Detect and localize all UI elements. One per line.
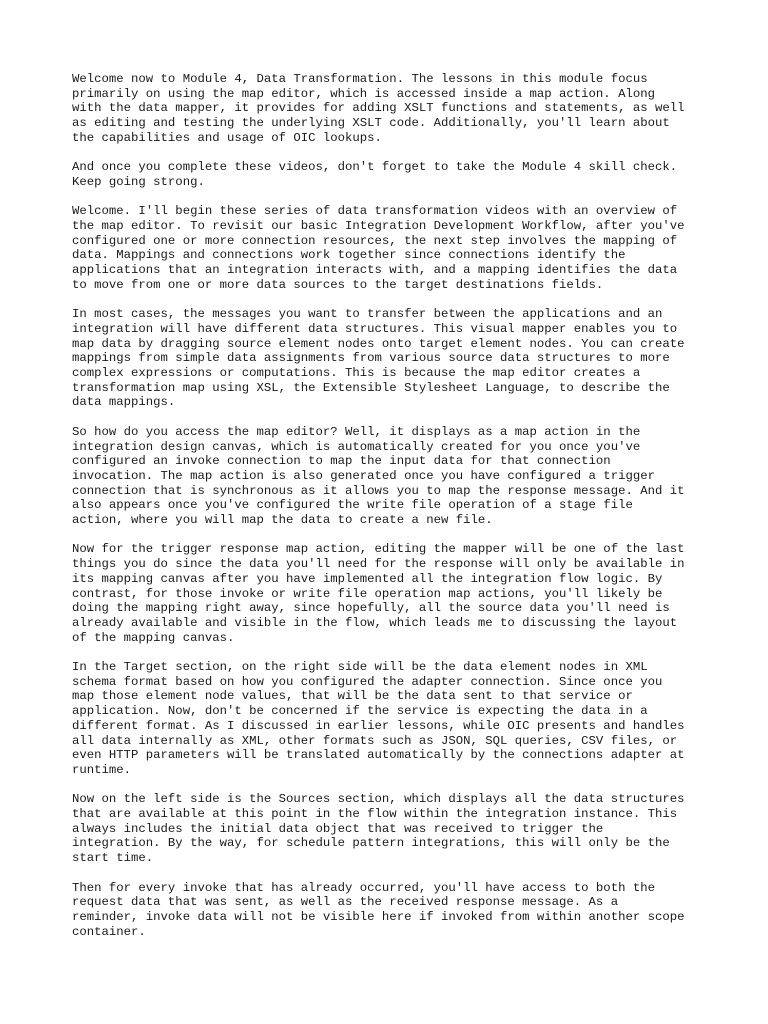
paragraph-accessing-map-editor: So how do you access the map editor? Well, it displays as a map action in the integration design canvas, which is automatically created for you once you've configured an invoke connection to map the input data for that connection invocation. The map action is also generated once you have configured a trigger connection that is synchronous as it allows you to map the response message. And it also appears once you've configured the write file operation of a stage file action, where you will map the data to create a new file.: [72, 424, 685, 528]
paragraph-invoke-data: Then for every invoke that has already occurred, you'll have access to both the request data that was sent, as well as the received response message. As a reminder, invoke data will not be visible here if invoked from within another scope container.: [72, 880, 685, 939]
paragraph-target-section: In the Target section, on the right side will be the data element nodes in XML schema format based on how you configured the adapter connection. Since once you map those element node values, that will be the data sent to that service or application. Now, don't be concerned if the service is expecting the data in a different format. As I discussed in earlier lessons, while OIC presents and handles all data internally as XML, other formats such as JSON, SQL queries, CSV files, or even HTTP parameters will be translated automatically by the connections adapter at runtime.: [72, 660, 685, 777]
paragraph-skill-check: And once you complete these videos, don't forget to take the Module 4 skill check. Keep going strong.: [72, 160, 678, 189]
paragraph-map-editor-overview: Welcome. I'll begin these series of data transformation videos with an overview of the map editor. To revisit our basic Integration Development Workflow, after you've configured one or more connection resources, the next step involves the mapping of data. Mappings and connections work together since connections identify the applications that an integration interacts with, and a mapping identifies the data to move from one or more data sources to the target destinations fields.: [72, 204, 685, 292]
paragraph-trigger-response: Now for the trigger response map action, editing the mapper will be one of the last things you do since the data you'll need for the response will only be available in its mapping canvas after you have implemented all the integration flow logic. By contrast, for those invoke or write file operation map actions, you'll likely be doing the mapping right away, since hopefully, all the source data you'll need is already available and visible in the flow, which leads me to discussing the layout of the mapping canvas.: [72, 542, 685, 645]
paragraph-sources-section: Now on the left side is the Sources section, which displays all the data structures that are available at this point in the flow within the integration instance. This always includes the initial data object that was received to trigger the integration. By the way, for schedule pattern integrations, this will only be the start time.: [72, 792, 685, 866]
paragraph-data-structures: In most cases, the messages you want to transfer between the applications and an integration will have different data structures. This visual mapper enables you to map data by dragging source element nodes onto target element nodes. You can create mappings from simple data assignments from various source data structures to more complex expressions or computations. This is because the map editor creates a transformation map using XSL, the Extensible Stylesheet Language, to describe the data mappings.: [72, 307, 685, 410]
document-body: [72, 72, 712, 954]
paragraph-module-intro: Welcome now to Module 4, Data Transformation. The lessons in this module focus primarily on using the map editor, which is accessed inside a map action. Along with the data mapper, it provides for adding XSLT functions and statements, as well as editing and testing the underlying XSLT code. Additionally, you'll learn about the capabilities and usage of OIC lookups.: [72, 72, 685, 145]
